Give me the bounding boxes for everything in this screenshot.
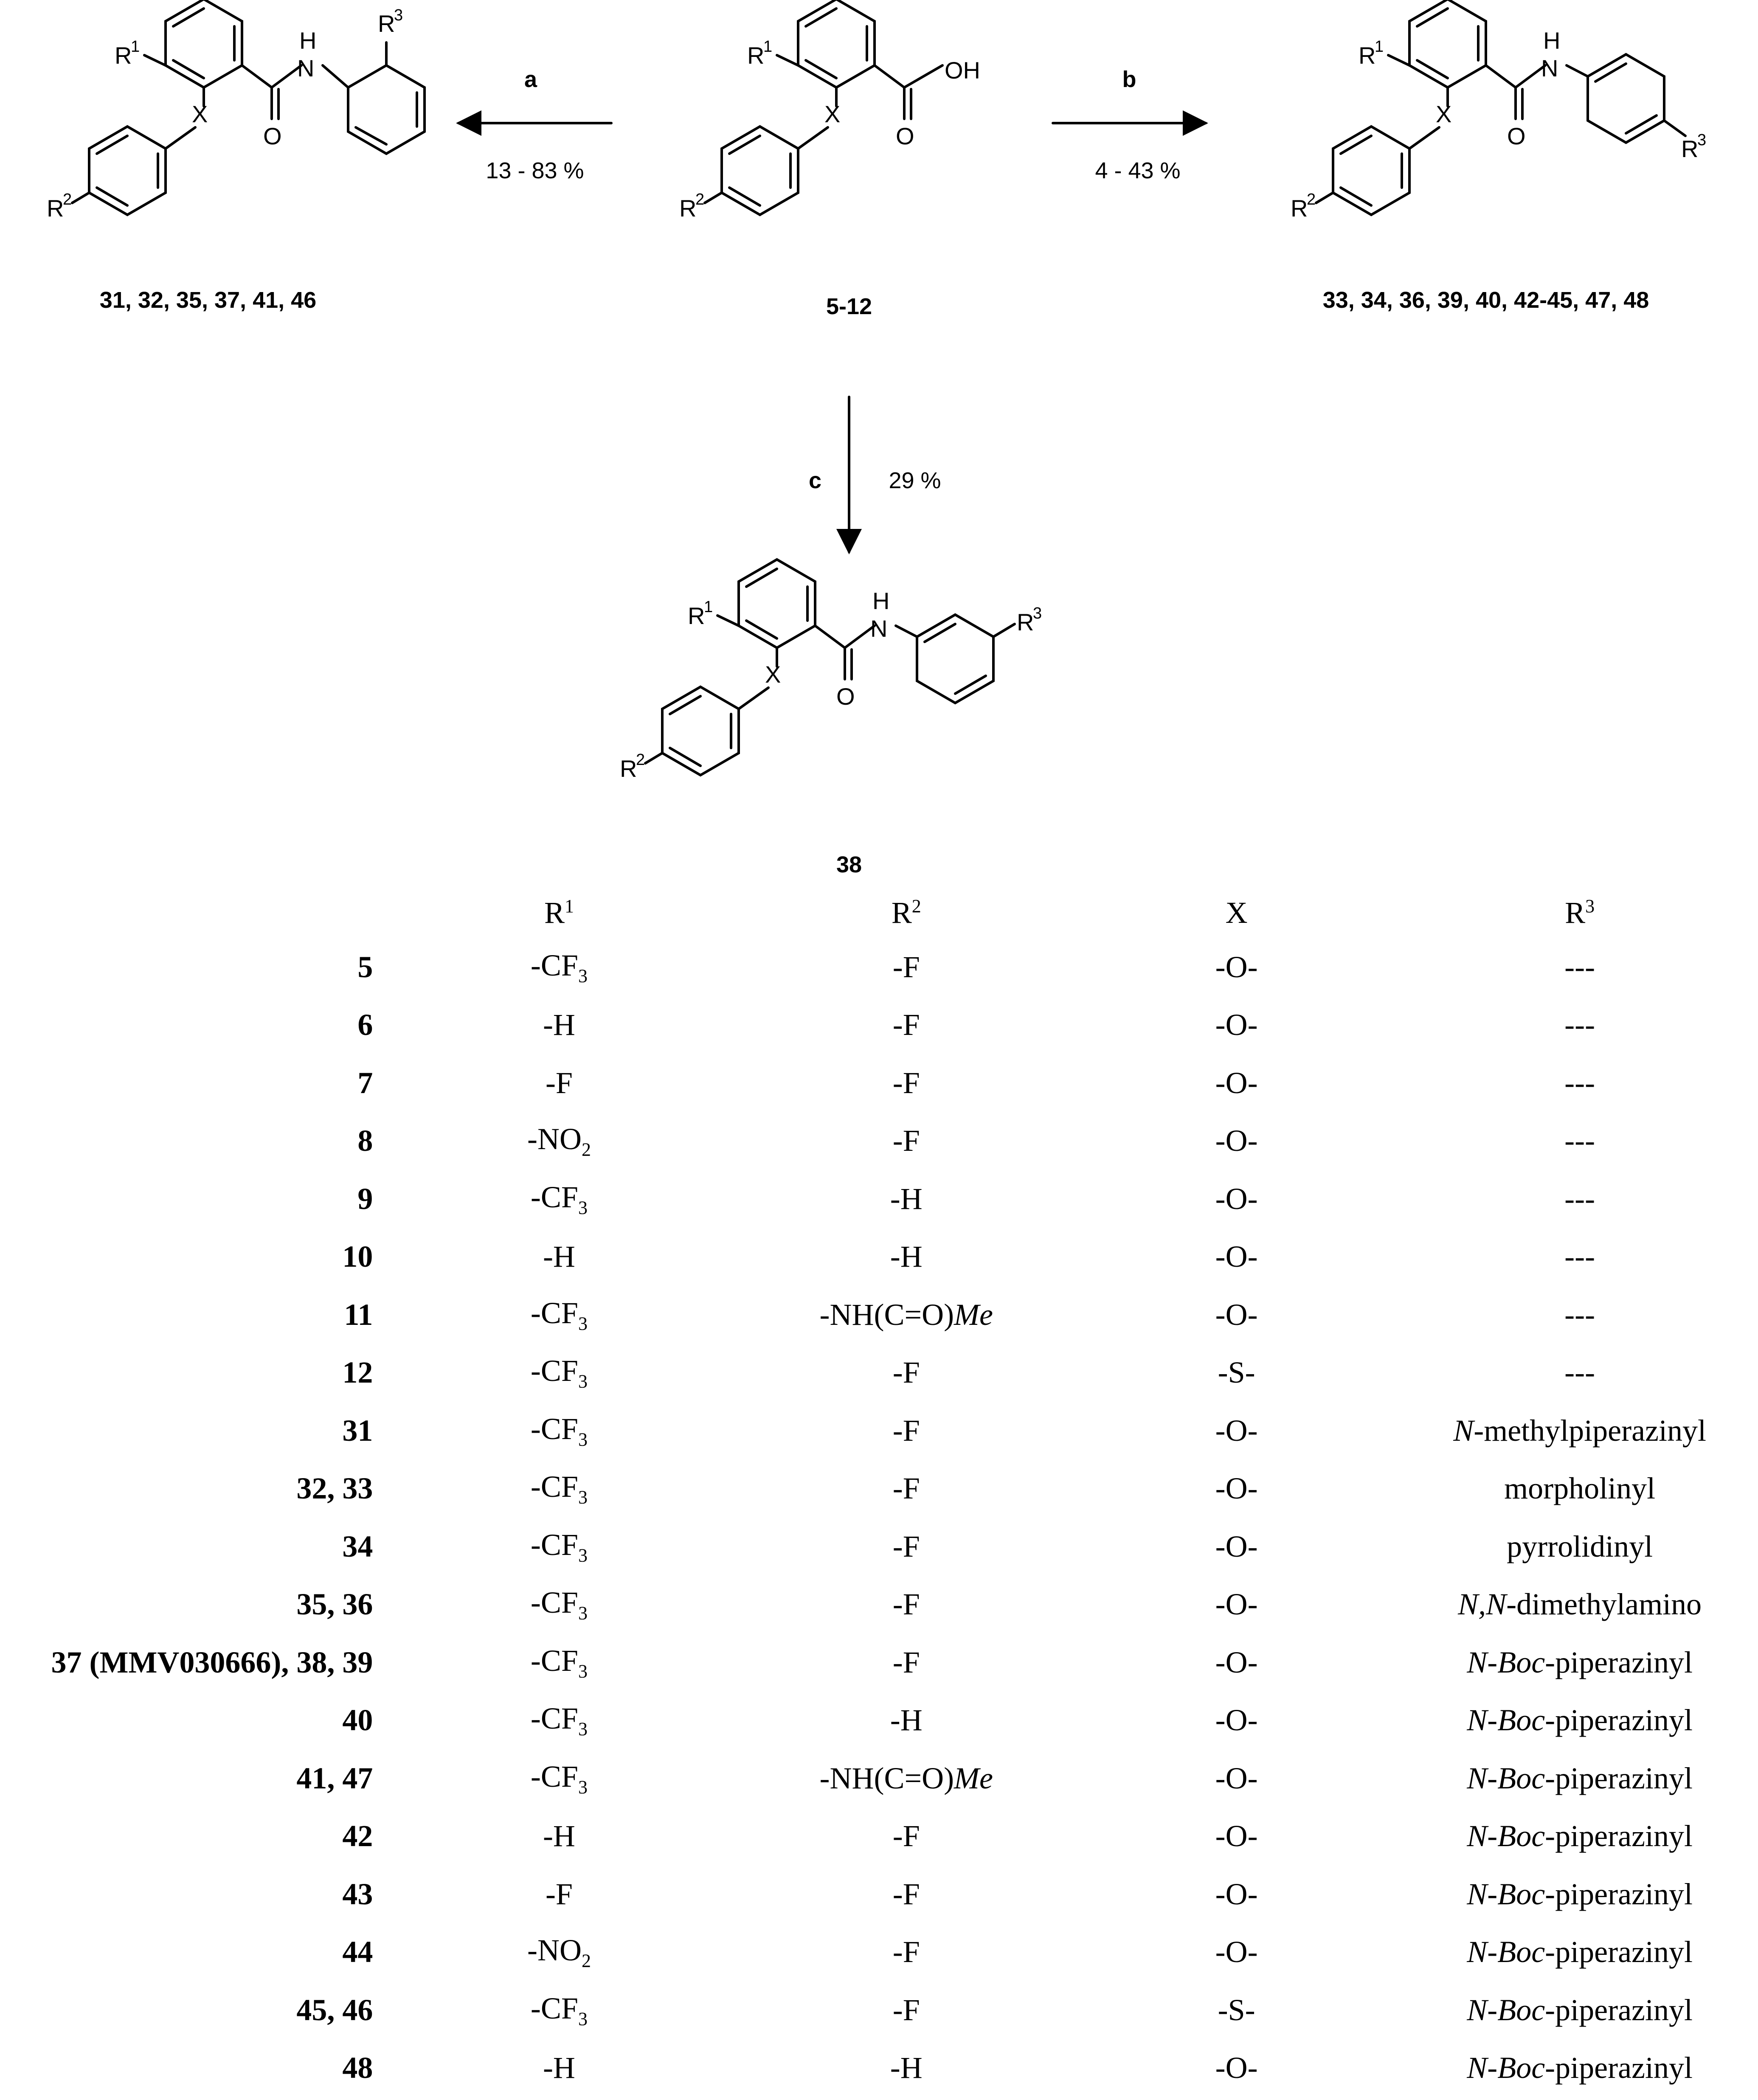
reagent-c-label: c xyxy=(808,468,822,493)
table-row xyxy=(0,1228,1758,1286)
table-header-row xyxy=(0,887,1758,938)
cell-r1: $-CF_3$ xyxy=(530,1643,588,1681)
svg-text:X: X xyxy=(765,661,781,688)
table-row xyxy=(0,996,1758,1054)
cell-r2: -H xyxy=(890,1181,923,1216)
cell-x: -O- xyxy=(1215,1065,1258,1100)
cell-r1: $-CF_3$ xyxy=(530,948,588,986)
svg-text:R: R xyxy=(1681,135,1699,162)
structure-ortho-amide xyxy=(47,0,425,222)
compound-id: 7 xyxy=(357,1065,373,1100)
cell-r1: $-CF_3$ xyxy=(530,1759,588,1797)
cell-x: -O- xyxy=(1215,1703,1258,1737)
compound-id: 8 xyxy=(357,1124,373,1158)
yield-c-label: 29 % xyxy=(889,468,941,493)
cell-r3: pyrrolidinyl xyxy=(1507,1529,1653,1563)
cell-r2: -H xyxy=(890,1240,923,1274)
cell-r2: -F xyxy=(892,1124,920,1158)
cell-r3: N-Boc-piperazinyl xyxy=(1467,1761,1693,1795)
cell-r3: N,N-dimethylamino xyxy=(1458,1587,1702,1622)
table-row xyxy=(0,1633,1758,1692)
cell-r3: --- xyxy=(1564,1181,1595,1216)
svg-text:O: O xyxy=(263,123,282,149)
compound-id: 48 xyxy=(342,2051,373,2085)
cell-r3: --- xyxy=(1564,950,1595,984)
svg-text:1: 1 xyxy=(1375,38,1384,56)
yield-b-label: 4 - 43 % xyxy=(1095,158,1181,183)
cell-r3: N-Boc-piperazinyl xyxy=(1467,1703,1693,1737)
cell-r3: N-Boc-piperazinyl xyxy=(1467,1645,1693,1679)
header-r2: $R^2$ xyxy=(891,895,921,930)
cell-r1: $-CF_3$ xyxy=(530,1470,588,1508)
cell-r1: $-CF_3$ xyxy=(530,1296,588,1334)
compound-id: 6 xyxy=(357,1008,373,1042)
cell-r2: -F xyxy=(892,1587,920,1622)
svg-text:N: N xyxy=(1541,55,1558,82)
cell-r2: -F xyxy=(892,1355,920,1390)
svg-text:R: R xyxy=(688,602,705,629)
compound-id: 10 xyxy=(342,1240,373,1274)
cell-r2: -F xyxy=(892,1993,920,2027)
cell-x: -S- xyxy=(1218,1993,1255,2027)
cell-r3: N-Boc-piperazinyl xyxy=(1467,1877,1693,1911)
cell-r3: N-Boc-piperazinyl xyxy=(1467,1935,1693,1969)
svg-text:1: 1 xyxy=(763,38,773,56)
cell-r2: -NH(C=O)Me xyxy=(819,1761,993,1795)
cell-r2: -F xyxy=(892,1877,920,1911)
cell-x: -O- xyxy=(1215,1529,1258,1563)
cell-x: -O- xyxy=(1215,1413,1258,1448)
cell-r1: -F xyxy=(545,1065,573,1100)
structure-meta-amide xyxy=(620,559,1042,782)
cell-r3: N-Boc-piperazinyl xyxy=(1467,1993,1693,2027)
svg-text:1: 1 xyxy=(704,598,713,616)
compound-id: 35, 36 xyxy=(296,1587,373,1622)
cell-r1: -H xyxy=(543,1819,575,1853)
svg-text:3: 3 xyxy=(1033,604,1042,622)
cell-r1: $-CF_3$ xyxy=(530,1586,588,1624)
cell-r3: --- xyxy=(1564,1065,1595,1100)
compound-label-para: 33, 34, 36, 39, 40, 42-45, 47, 48 xyxy=(1322,287,1649,313)
compound-label-ortho: 31, 32, 35, 37, 41, 46 xyxy=(99,287,317,313)
cell-r3: N-Boc-piperazinyl xyxy=(1467,1819,1693,1853)
compound-id: 34 xyxy=(342,1529,373,1563)
table-row xyxy=(0,1749,1758,1808)
cell-r3: N-Boc-piperazinyl xyxy=(1467,2051,1693,2085)
svg-text:O: O xyxy=(896,123,914,149)
compound-id: 43 xyxy=(342,1877,373,1911)
cell-r3: --- xyxy=(1564,1240,1595,1274)
svg-text:N: N xyxy=(870,615,888,642)
cell-r1: -H xyxy=(543,2051,575,2085)
cell-r2: -H xyxy=(890,2051,923,2085)
svg-text:R: R xyxy=(1359,42,1376,69)
header-compound xyxy=(0,887,377,938)
cell-r2: -F xyxy=(892,1008,920,1042)
svg-text:3: 3 xyxy=(394,6,403,24)
table-row xyxy=(0,1170,1758,1228)
table-row xyxy=(0,2039,1758,2097)
cell-x: -O- xyxy=(1215,1935,1258,1969)
svg-text:R: R xyxy=(747,42,765,69)
reagent-b-label: b xyxy=(1122,67,1136,92)
yield-a-label: 13 - 83 % xyxy=(486,158,584,183)
table-row xyxy=(0,1402,1758,1460)
compound-id: 45, 46 xyxy=(296,1993,373,2027)
reaction-scheme xyxy=(0,0,1758,883)
svg-text:2: 2 xyxy=(636,751,645,769)
cell-r2: -H xyxy=(890,1703,923,1737)
header-x: X xyxy=(1225,895,1248,930)
cell-r3: --- xyxy=(1564,1355,1595,1390)
svg-text:1: 1 xyxy=(131,38,140,56)
cell-x: -O- xyxy=(1215,2051,1258,2085)
svg-text:H: H xyxy=(1543,27,1561,54)
table-row xyxy=(0,1518,1758,1576)
svg-text:X: X xyxy=(192,101,208,127)
cell-r2: -F xyxy=(892,1645,920,1679)
svg-text:R: R xyxy=(1291,195,1308,222)
cell-x: -O- xyxy=(1215,1471,1258,1506)
cell-r1: $-CF_3$ xyxy=(530,1354,588,1392)
cell-r2: -F xyxy=(892,1529,920,1563)
cell-r1: -H xyxy=(543,1008,575,1042)
compound-id: 5 xyxy=(357,950,373,984)
compound-id: 31 xyxy=(342,1413,373,1448)
cell-r2: -F xyxy=(892,1413,920,1448)
cell-r3: N-methylpiperazinyl xyxy=(1453,1413,1707,1448)
cell-r3: --- xyxy=(1564,1297,1595,1332)
cell-x: -O- xyxy=(1215,1877,1258,1911)
structure-para-amide xyxy=(1291,0,1706,222)
svg-text:R: R xyxy=(1017,609,1034,635)
compound-label-acid: 5-12 xyxy=(826,294,872,319)
cell-x: -O- xyxy=(1215,950,1258,984)
compound-id: 9 xyxy=(357,1181,373,1216)
cell-r2: -F xyxy=(892,1935,920,1969)
svg-text:2: 2 xyxy=(63,191,72,208)
cell-r2: -F xyxy=(892,1819,920,1853)
cell-x: -O- xyxy=(1215,1761,1258,1795)
svg-text:N: N xyxy=(297,55,315,82)
compound-id: 11 xyxy=(344,1297,373,1332)
table-row xyxy=(0,1808,1758,1866)
cell-x: -S- xyxy=(1218,1355,1255,1390)
cell-x: -O- xyxy=(1215,1587,1258,1622)
table-row xyxy=(0,1054,1758,1112)
cell-r1: $-CF_3$ xyxy=(530,1527,588,1566)
svg-text:R: R xyxy=(620,755,637,782)
cell-r1: -F xyxy=(545,1877,573,1911)
svg-text:OH: OH xyxy=(945,57,980,84)
cell-x: -O- xyxy=(1215,1181,1258,1216)
svg-text:3: 3 xyxy=(1697,131,1707,149)
cell-x: -O- xyxy=(1215,1297,1258,1332)
cell-x: -O- xyxy=(1215,1008,1258,1042)
table-row xyxy=(0,1981,1758,2039)
svg-text:O: O xyxy=(1507,123,1526,149)
svg-text:2: 2 xyxy=(1307,191,1316,208)
svg-text:R: R xyxy=(679,195,697,222)
svg-text:R: R xyxy=(378,10,395,37)
svg-text:O: O xyxy=(836,683,855,710)
cell-r1: $-CF_3$ xyxy=(530,1701,588,1740)
cell-r2: -NH(C=O)Me xyxy=(819,1297,993,1332)
compound-label-meta: 38 xyxy=(836,852,862,877)
cell-r1: $-NO_2$ xyxy=(527,1122,591,1160)
svg-text:R: R xyxy=(115,42,132,69)
compound-id: 42 xyxy=(342,1819,373,1853)
table-row xyxy=(0,1692,1758,1750)
cell-r1: -H xyxy=(543,1240,575,1274)
svg-text:H: H xyxy=(299,27,317,54)
svg-text:2: 2 xyxy=(695,191,705,208)
cell-r1: $-NO_2$ xyxy=(527,1933,591,1971)
table-row xyxy=(0,1576,1758,1634)
cell-r3: --- xyxy=(1564,1124,1595,1158)
compound-id: 40 xyxy=(342,1703,373,1737)
cell-r3: morpholinyl xyxy=(1504,1471,1656,1506)
compound-id: 44 xyxy=(342,1935,373,1969)
cell-x: -O- xyxy=(1215,1645,1258,1679)
table-row xyxy=(0,1923,1758,1982)
cell-x: -O- xyxy=(1215,1240,1258,1274)
header-r1: $R^1$ xyxy=(544,895,574,930)
cell-r2: -F xyxy=(892,1065,920,1100)
table-row xyxy=(0,1112,1758,1170)
cell-r3: --- xyxy=(1564,1008,1595,1042)
cell-r2: -F xyxy=(892,950,920,984)
structure-acid xyxy=(679,0,980,222)
substituent-table xyxy=(0,887,1758,2097)
compound-id: 41, 47 xyxy=(296,1761,373,1795)
svg-text:R: R xyxy=(47,195,64,222)
compound-id: 37 (MMV030666), 38, 39 xyxy=(51,1645,373,1679)
table-row xyxy=(0,1344,1758,1402)
table-row xyxy=(0,1460,1758,1518)
table-row xyxy=(0,938,1758,996)
table-row xyxy=(0,1865,1758,1923)
reagent-a-label: a xyxy=(524,67,537,92)
table-row xyxy=(0,1286,1758,1344)
header-r3: $R^3$ xyxy=(1565,895,1595,930)
compound-id: 12 xyxy=(342,1355,373,1390)
compound-id: 32, 33 xyxy=(296,1471,373,1506)
svg-text:H: H xyxy=(872,588,890,614)
cell-r1: $-CF_3$ xyxy=(530,1411,588,1450)
cell-r1: $-CF_3$ xyxy=(530,1991,588,2029)
svg-text:X: X xyxy=(824,101,841,127)
cell-r2: -F xyxy=(892,1471,920,1506)
cell-x: -O- xyxy=(1215,1124,1258,1158)
cell-x: -O- xyxy=(1215,1819,1258,1853)
cell-r1: $-CF_3$ xyxy=(530,1180,588,1218)
svg-text:X: X xyxy=(1436,101,1452,127)
